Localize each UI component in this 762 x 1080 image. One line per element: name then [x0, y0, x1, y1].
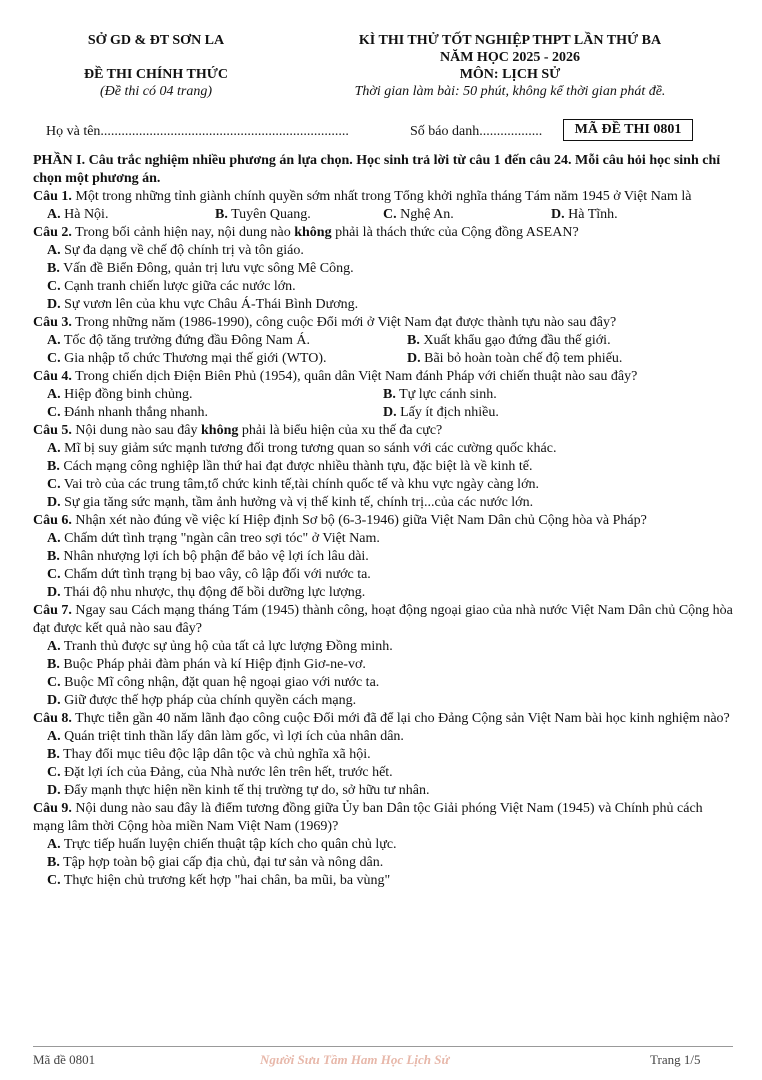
option-a: A. Hà Nội. — [47, 207, 109, 222]
option-c: C. Vai trò của các trung tâm,tổ chức kinh tế,tài chính quốc tế và khu vực ngày càng lớn. — [47, 477, 539, 492]
question-3-options-ab — [33, 332, 733, 350]
option-b: B. Thay đổi mục tiêu độc lập dân tộc và chủ nghĩa xã hội. — [47, 747, 371, 762]
option-c: C. Buộc Mĩ công nhận, đặt quan hệ ngoại giao với nước ta. — [47, 675, 380, 690]
question-4-options-ab — [33, 386, 733, 404]
question-5: Câu 5. Nội dung nào sau đây không phải là biểu hiện của xu thế đa cực? — [33, 423, 443, 438]
option-d: D. Sự gia tăng sức mạnh, tầm ảnh hưởng và vị thế kinh tế, chính trị...của các nước lớn. — [47, 495, 534, 510]
option-c: C. Chấm dứt tình trạng bị bao vây, cô lập đối với nước ta. — [47, 567, 371, 582]
question-1: Câu 1. Một trong những tỉnh giành chính quyền sớm nhất trong Tổng khởi nghĩa tháng Tám năm 1945 ở Việt Nam là — [33, 189, 692, 204]
time-note: Thời gian làm bài: 50 phút, không kể thời gian phát đề. — [354, 84, 666, 99]
question-8: Câu 8. Thực tiễn gần 40 năm lãnh đạo công cuộc Đổi mới đã để lại cho Đảng Cộng sản Việt Nam bài học kinh nghiệm nào? — [33, 711, 730, 726]
option-c: C. Đặt lợi ích của Đảng, của Nhà nước lên trên hết, trước hết. — [47, 765, 393, 780]
school-year: NĂM HỌC 2025 - 2026 — [440, 50, 580, 65]
footer-divider — [33, 1046, 733, 1047]
option-d: D. Giữ được thế hợp pháp của chính quyền cách mạng. — [47, 693, 357, 708]
exam-content — [33, 152, 733, 890]
option-b: B. Nhân nhượng lợi ích bộ phận để bảo vệ lợi ích lâu dài. — [47, 549, 369, 564]
option-a: A. Mĩ bị suy giảm sức mạnh tương đối trong tương quan so sánh với các cường quốc khác. — [47, 441, 557, 456]
option-c: C. Gia nhập tổ chức Thương mại thế giới (WTO). — [47, 351, 327, 366]
candidate-number-line: Số báo danh.................. — [410, 124, 543, 139]
question-4: Câu 4. Trong chiến dịch Điện Biên Phủ (1954), quân dân Việt Nam đánh Pháp với chiến thuật nào sau đây? — [33, 369, 638, 384]
option-b: B. Tuyên Quang. — [215, 207, 311, 222]
option-a: A. Sự đa dạng về chế độ chính trị và tôn giáo. — [47, 243, 304, 258]
part-one-instructions: PHẦN I. Câu trắc nghiệm nhiều phương án lựa chọn. Học sinh trả lời từ câu 1 đến câu 24. Mỗi câu hỏi học sinh chỉ chọn một phương án. — [33, 153, 721, 186]
option-d: D. Đẩy mạnh thực hiện nền kinh tế thị trường tự do, sở hữu tư nhân. — [47, 783, 430, 798]
option-d: D. Thái độ nhu nhược, thụ động để bồi dưỡng lực lượng. — [47, 585, 366, 600]
question-3-options-cd — [33, 350, 733, 368]
question-7: Câu 7. Ngay sau Cách mạng tháng Tám (1945) thành công, hoạt động ngoại giao của nhà nước Việt Nam Dân chủ Cộng hòa đạt được kết quả nào sau đây? — [33, 603, 733, 636]
option-b: B. Tập hợp toàn bộ giai cấp địa chủ, đại tư sản và nông dân. — [47, 855, 384, 870]
option-b: B. Buộc Pháp phải đàm phán và kí Hiệp định Giơ-ne-vơ. — [47, 657, 366, 672]
exam-title: KÌ THI THỬ TỐT NGHIỆP THPT LẦN THỨ BA — [358, 33, 662, 48]
option-a: A. Chấm dứt tình trạng "ngàn cân treo sợi tóc" ở Việt Nam. — [47, 531, 380, 546]
option-b: B. Vấn đề Biển Đông, quản trị lưu vực sông Mê Công. — [47, 261, 354, 276]
question-3: Câu 3. Trong những năm (1986-1990), công cuộc Đổi mới ở Việt Nam đạt được thành tựu nào sau đây? — [33, 315, 617, 330]
option-d: D. Bãi bỏ hoàn toàn chế độ tem phiếu. — [407, 351, 623, 366]
footer-page-number: Trang 1/5 — [650, 1052, 701, 1067]
option-c: C. Nghệ An. — [383, 207, 454, 222]
option-d: D. Lấy ít địch nhiều. — [383, 405, 499, 420]
option-b: B. Tự lực cánh sinh. — [383, 387, 497, 402]
option-d: D. Sự vươn lên của khu vực Châu Á-Thái Bình Dương. — [47, 297, 359, 312]
option-d: D. Hà Tĩnh. — [551, 207, 618, 222]
question-4-options-cd — [33, 404, 733, 422]
option-c: C. Đánh nhanh thắng nhanh. — [47, 405, 208, 420]
option-a: A. Tốc độ tăng trưởng đứng đầu Đông Nam Á. — [47, 333, 311, 348]
header-left — [36, 32, 276, 100]
option-a: A. Trực tiếp huấn luyện chiến thuật tập kích cho quân chủ lực. — [47, 837, 397, 852]
footer-watermark: Người Sưu Tầm Ham Học Lịch Sử — [260, 1052, 450, 1067]
page-count-note: (Đề thi có 04 trang) — [100, 84, 212, 99]
official-label: ĐỀ THI CHÍNH THỨC — [83, 67, 229, 82]
exam-code-box: MÃ ĐỀ THI 0801 — [563, 119, 693, 141]
option-c: C. Thực hiện chủ trương kết hợp "hai chân, ba mũi, ba vùng" — [47, 873, 391, 888]
student-name-line: Họ và tên....................................................................... — [46, 124, 349, 139]
question-6: Câu 6. Nhận xét nào đúng về việc kí Hiệp định Sơ bộ (6-3-1946) giữa Việt Nam Dân chủ Cộng hòa và Pháp? — [33, 513, 647, 528]
subject: MÔN: LỊCH SỬ — [459, 67, 561, 82]
option-b: B. Cách mạng công nghiệp lần thứ hai đạt được nhiều thành tựu, đặc biệt là về kinh tế. — [47, 459, 533, 474]
option-a: A. Tranh thủ được sự ủng hộ của tất cả lực lượng Đồng minh. — [47, 639, 393, 654]
option-a: A. Quán triệt tinh thần lấy dân làm gốc, vì lợi ích của nhân dân. — [47, 729, 404, 744]
header-right — [300, 32, 720, 100]
question-9: Câu 9. Nội dung nào sau đây là điểm tương đồng giữa Ủy ban Dân tộc Giải phóng Việt Nam (1945) và Chính phủ cách mạng lâm thời Cộng hòa miền Nam Việt Nam (1969)? — [33, 801, 703, 834]
option-b: B. Xuất khẩu gạo đứng đầu thế giới. — [407, 333, 611, 348]
option-a: A. Hiệp đồng binh chủng. — [47, 387, 193, 402]
department: SỞ GD & ĐT SƠN LA — [87, 33, 225, 48]
question-1-options — [33, 206, 733, 224]
question-2: Câu 2. Trong bối cảnh hiện nay, nội dung nào không phải là thách thức của Cộng đồng ASEAN? — [33, 225, 579, 240]
footer-exam-code: Mã đề 0801 — [33, 1052, 96, 1067]
option-c: C. Cạnh tranh chiến lược giữa các nước lớn. — [47, 279, 296, 294]
